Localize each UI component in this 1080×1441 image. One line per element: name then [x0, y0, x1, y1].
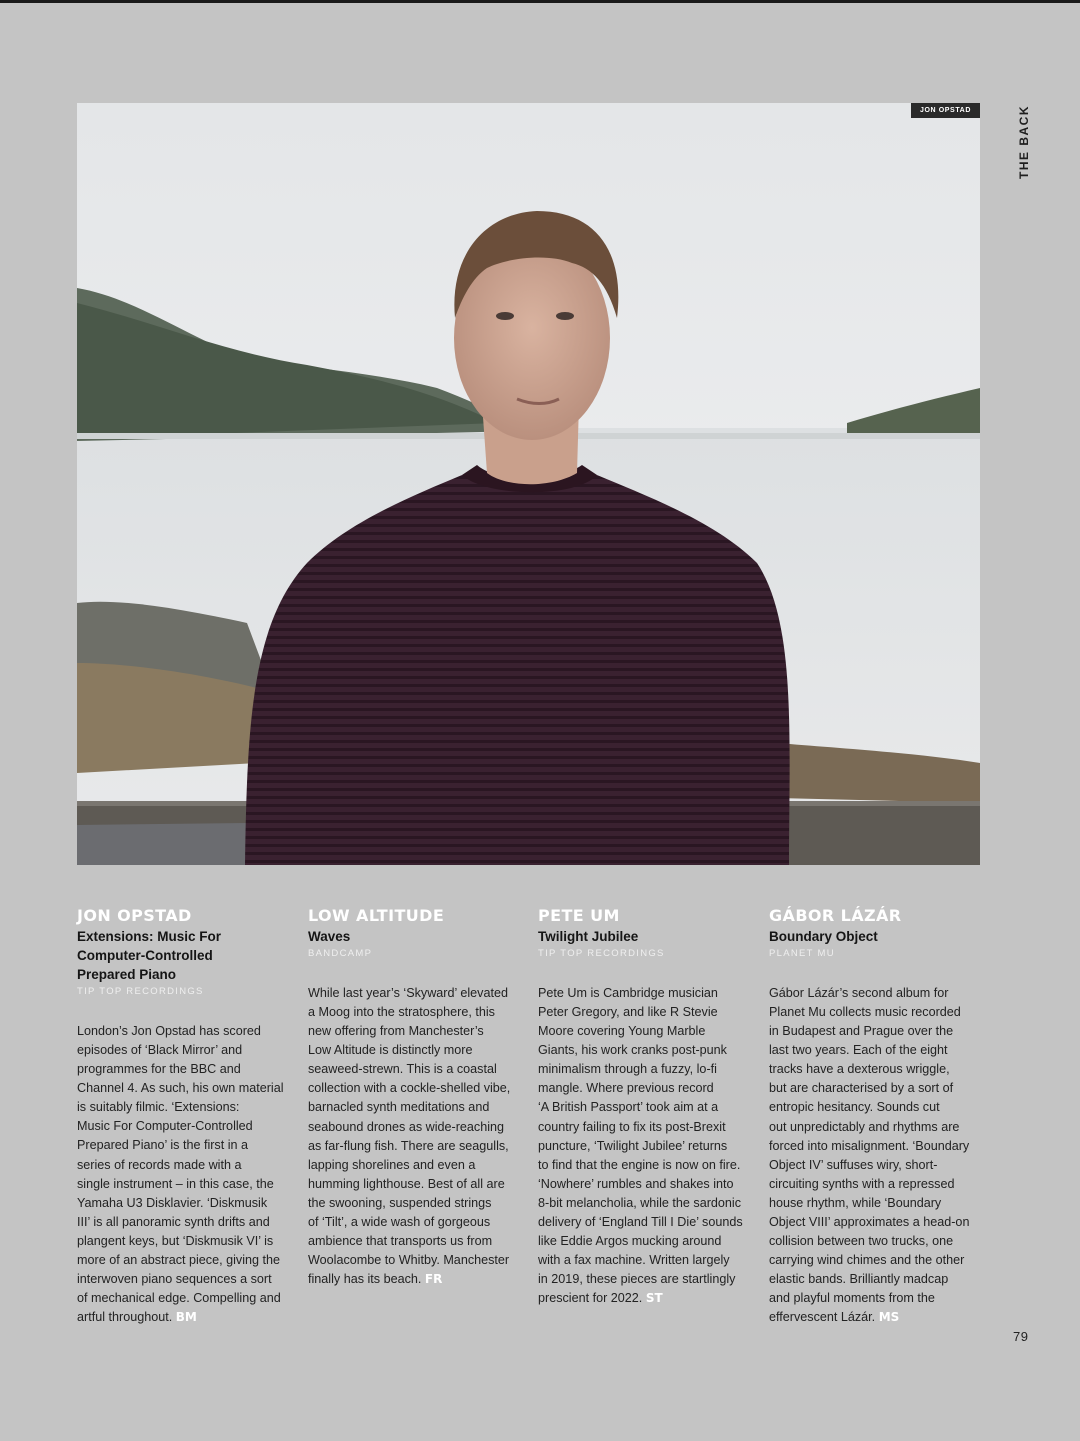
- artist-name: LOW ALTITUDE: [308, 906, 445, 925]
- body-line: ambience that transports us from: [308, 1234, 493, 1249]
- body-line: [538, 1289, 753, 1308]
- body-line: collision between two trucks, one: [769, 1234, 954, 1249]
- body-line-text: artful throughout.: [77, 1310, 173, 1325]
- body-line: Peter Gregory, and like R Stevie: [538, 1005, 718, 1020]
- body-line: Prepared Piano’ is the first in a: [77, 1138, 249, 1153]
- body-line: entropic hesitancy. Sounds cut: [769, 1100, 940, 1115]
- top-rule: [0, 0, 1080, 3]
- photo-illustration: [77, 103, 980, 865]
- body-line: Planet Mu collects music recorded: [769, 1005, 961, 1020]
- body-line: Woolacombe to Whitby. Manchester: [308, 1253, 510, 1268]
- album-title: [308, 927, 523, 946]
- record-label: TIP TOP RECORDINGS: [77, 986, 204, 997]
- body-line-text: effervescent Lázár.: [769, 1310, 876, 1325]
- body-line: humming lighthouse. Best of all are: [308, 1176, 505, 1191]
- body-line: Gábor Lázár’s second album for: [769, 986, 949, 1000]
- body-line: [308, 1270, 523, 1289]
- artist-photo: [77, 103, 980, 865]
- reviewer-initials: BM: [175, 1310, 197, 1325]
- album-title-line: Twilight Jubilee: [538, 929, 639, 944]
- body-line: lapping shorelines and even a: [308, 1157, 476, 1172]
- body-line: interwoven piano sequences a sort: [77, 1272, 272, 1287]
- album-title-line: Extensions: Music For: [77, 929, 222, 944]
- body-line: like Eddie Argos mucking around: [538, 1234, 722, 1249]
- body-line: country failing to fix its post-Brexit: [538, 1119, 726, 1134]
- body-line: seaweed-strewn. This is a coastal: [308, 1062, 497, 1077]
- body-line: last two years. Each of the eight: [769, 1043, 948, 1058]
- body-line: Pete Um is Cambridge musician: [538, 986, 718, 1000]
- record-label: PLANET MU: [769, 948, 835, 959]
- album-title-line: Boundary Object: [769, 929, 878, 944]
- body-line: ‘A British Passport’ took aim at a: [538, 1100, 719, 1115]
- body-line: and playful moments from the: [769, 1291, 935, 1306]
- body-line: Object IV’ suffuses wiry, short-: [769, 1157, 938, 1172]
- album-title-line: Waves: [308, 929, 351, 944]
- body-line: Music For Computer-Controlled: [77, 1119, 253, 1134]
- body-line: carrying wind chimes and the other: [769, 1253, 965, 1268]
- photo-credit: JON OPSTAD: [911, 103, 980, 118]
- album-title: [77, 927, 292, 984]
- review-column: [769, 905, 984, 1327]
- body-line: episodes of ‘Black Mirror’ and: [77, 1043, 243, 1058]
- artist-name: PETE UM: [538, 906, 620, 925]
- body-line: in Budapest and Prague over the: [769, 1024, 954, 1039]
- body-line: 8-bit melancholia, while the sardonic: [538, 1195, 742, 1210]
- body-line: series of records made with a: [77, 1157, 242, 1172]
- section-label: [1007, 104, 1041, 180]
- body-line: circuiting synths with a repressed: [769, 1176, 955, 1191]
- body-line: programmes for the BBC and: [77, 1062, 241, 1077]
- body-line: Low Altitude is distinctly more: [308, 1043, 473, 1058]
- body-line: out unpredictably and rhythms are: [769, 1119, 960, 1134]
- album-title: [538, 927, 753, 946]
- body-line: more of an abstract piece, giving the: [77, 1252, 281, 1267]
- review-body: [538, 984, 753, 1308]
- body-line: house rhythm, while ‘Boundary: [769, 1195, 942, 1210]
- body-line: London’s Jon Opstad has scored: [77, 1024, 261, 1038]
- body-line: with a fax machine. Written largely: [538, 1253, 730, 1268]
- body-line: single instrument – in this case, the: [77, 1176, 274, 1191]
- body-line: of mechanical edge. Compelling and: [77, 1291, 281, 1306]
- reviewer-initials: FR: [424, 1272, 443, 1287]
- album-title-line: Computer-Controlled: [77, 948, 213, 963]
- body-line: tracks have a dexterous wriggle,: [769, 1062, 950, 1077]
- body-line: is suitably filmic. ‘Extensions:: [77, 1100, 240, 1115]
- body-line: minimalism through a fuzzy, lo-fi: [538, 1062, 717, 1077]
- review-body: [77, 1022, 292, 1327]
- body-line: a Moog into the stratosphere, this: [308, 1005, 495, 1020]
- body-line: of ‘Tilt’, a wide wash of gorgeous: [308, 1214, 491, 1229]
- body-line: but are characterised by a sort of: [769, 1081, 954, 1096]
- body-line: the swooning, suspended strings: [308, 1195, 492, 1210]
- body-line-text: finally has its beach.: [308, 1272, 422, 1287]
- album-title: [769, 927, 984, 946]
- page-number: 79: [1013, 1329, 1029, 1344]
- body-line: as far-flung fish. There are seagulls,: [308, 1138, 509, 1153]
- review-column: [77, 905, 292, 1327]
- reviewer-initials: ST: [645, 1291, 663, 1306]
- body-line: collection with a cockle-shelled vibe,: [308, 1081, 511, 1096]
- artist-name: JON OPSTAD: [77, 906, 192, 925]
- body-line: new offering from Manchester’s: [308, 1024, 484, 1039]
- review-body: [308, 984, 523, 1289]
- body-line: forced into misalignment. ‘Boundary: [769, 1138, 970, 1153]
- artist-name: GÁBOR LÁZÁR: [769, 906, 902, 925]
- body-line: Channel 4. As such, his own material: [77, 1081, 284, 1096]
- album-title-line: Prepared Piano: [77, 967, 177, 982]
- section-label-text: THE BACK: [1017, 105, 1031, 179]
- body-line: Moore covering Young Marble: [538, 1024, 706, 1039]
- body-line: barnacled synth meditations and: [308, 1100, 490, 1115]
- body-line: in 2019, these pieces are startlingly: [538, 1272, 736, 1287]
- body-line: delivery of ‘England Till I Die’ sounds: [538, 1214, 743, 1229]
- review-column: [308, 905, 523, 1289]
- body-line: mangle. Where previous record: [538, 1081, 714, 1096]
- body-line-text: prescient for 2022.: [538, 1291, 643, 1306]
- body-line: elastic bands. Brilliantly madcap: [769, 1272, 949, 1287]
- body-line: plangent keys, but ‘Diskmusik VI’ is: [77, 1233, 274, 1248]
- record-label: TIP TOP RECORDINGS: [538, 948, 665, 959]
- body-line: III’ is all panoramic synth drifts and: [77, 1214, 270, 1229]
- body-line: Giants, his work cranks post-punk: [538, 1043, 727, 1058]
- body-line: Object VIII’ approximates a head-on: [769, 1214, 970, 1229]
- body-line: seabound drones as wide-reaching: [308, 1119, 505, 1134]
- body-line: ‘Nowhere’ rumbles and shakes into: [538, 1176, 734, 1191]
- body-line: Yamaha U3 Disklavier. ‘Diskmusik: [77, 1195, 268, 1210]
- body-line: While last year’s ‘Skyward’ elevated: [308, 986, 508, 1000]
- record-label: BANDCAMP: [308, 948, 373, 959]
- review-column: [538, 905, 753, 1308]
- body-line: [769, 1308, 984, 1327]
- body-line: to find that the engine is now on fire.: [538, 1157, 741, 1172]
- reviewer-initials: MS: [878, 1310, 900, 1325]
- review-body: [769, 984, 984, 1327]
- body-line: [77, 1308, 292, 1327]
- body-line: puncture, ‘Twilight Jubilee’ returns: [538, 1138, 728, 1153]
